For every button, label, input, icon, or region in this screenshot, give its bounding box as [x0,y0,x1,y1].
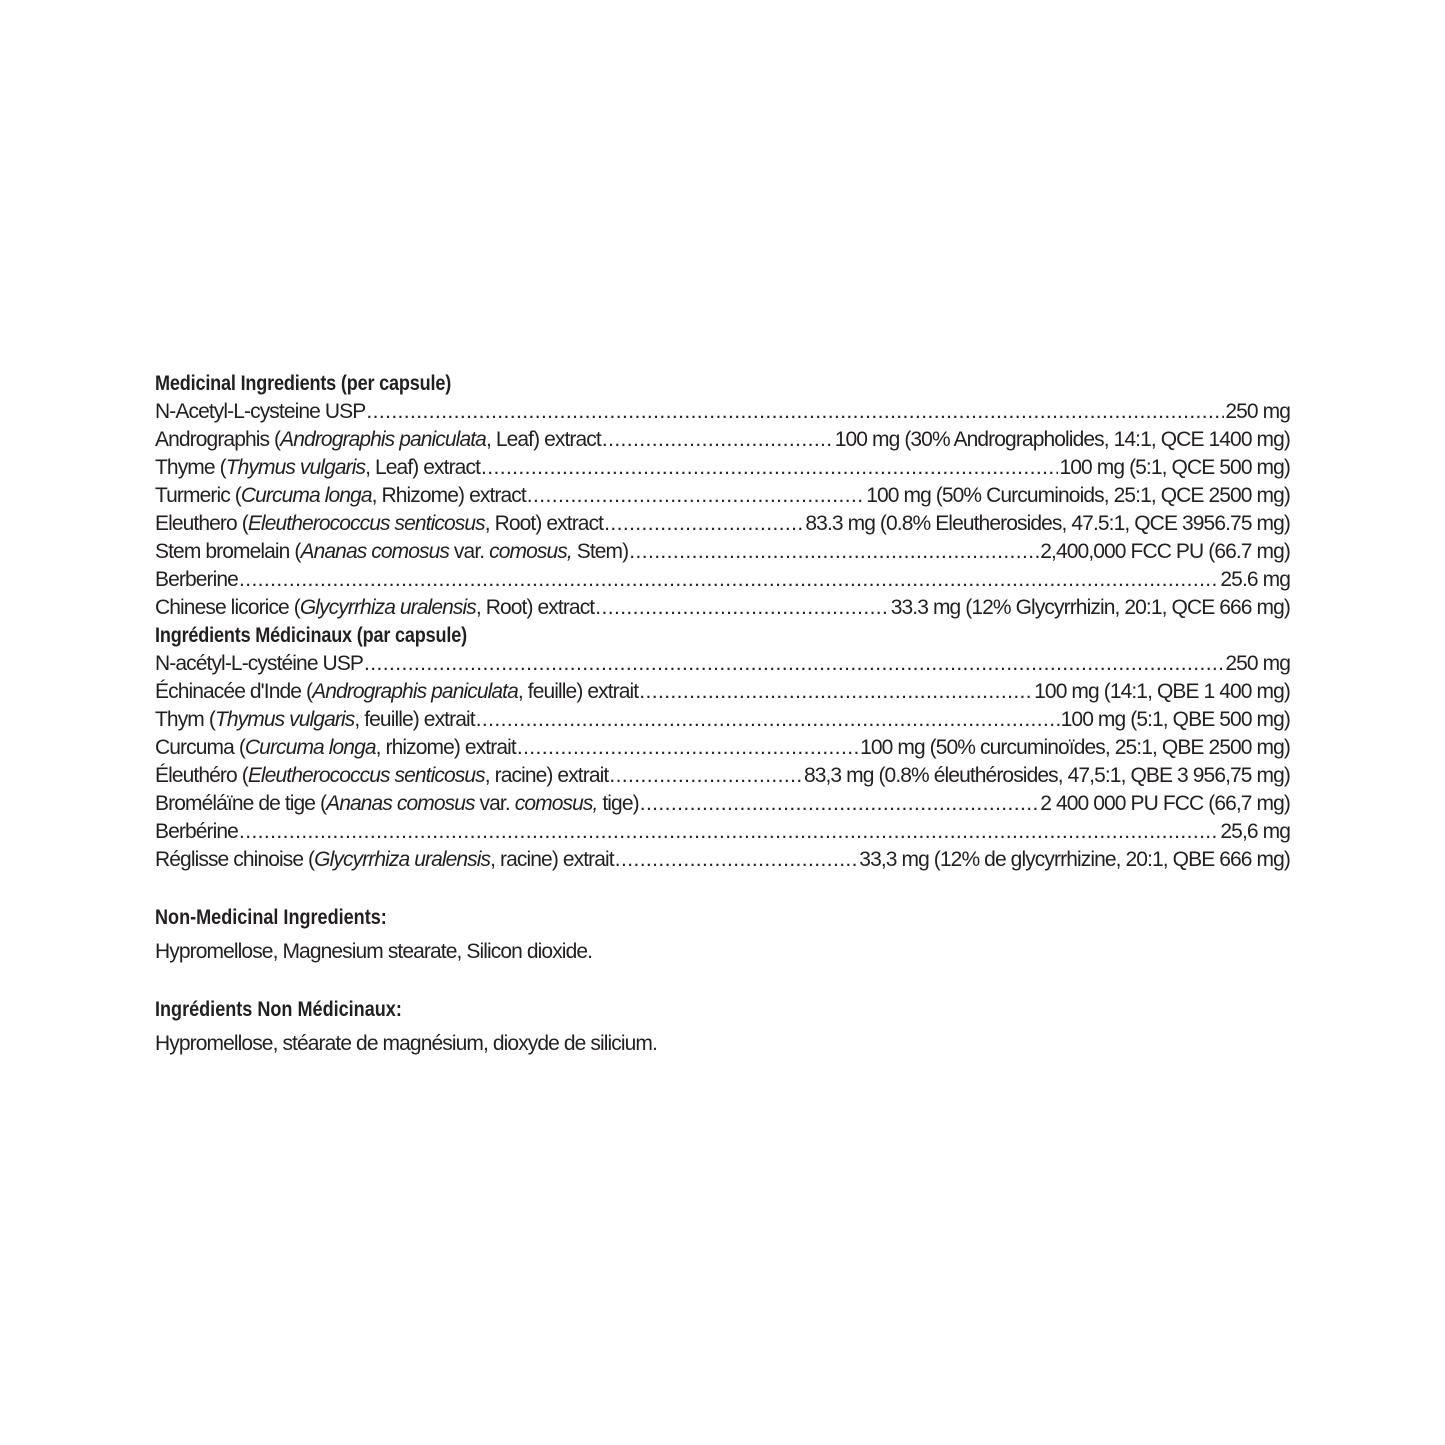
ingredient-amount: 33,3 mg (12% de glycyrrhizine, 20:1, QBE 666 mg) [859,848,1290,871]
ingredient-row [155,594,1290,622]
non-medicinal-text-en: Hypromellose, Magnesium stearate, Silicon dioxide. [155,940,593,963]
ingredient-amount: 100 mg (5:1, QBE 500 mg) [1060,708,1290,731]
ingredient-name: Thym (Thymus vulgaris, feuille) extrait [155,708,475,731]
dot-leader [629,538,1039,566]
ingredient-name: Turmeric (Curcuma longa, Rhizome) extract [155,484,526,507]
medicinal-ingredients-title-en: Medicinal Ingredients (per capsule) [155,372,452,395]
non-medicinal-title-fr: Ingrédients Non Médicinaux: [155,998,402,1021]
ingredient-row [155,454,1290,482]
ingredient-amount: 100 mg (5:1, QCE 500 mg) [1059,456,1290,479]
ingredient-name: Stem bromelain (Ananas comosus var. comosus, Stem) [155,540,629,563]
ingredient-amount: 100 mg (50% Curcuminoids, 25:1, QCE 2500 mg) [866,484,1290,507]
dot-leader [604,510,804,538]
ingredient-name: N-acétyl-L-cystéine USP [155,652,364,675]
ingredient-name: Andrographis (Andrographis paniculata, Leaf) extract [155,428,601,451]
ingredient-name: Broméláïne de tige (Ananas comosus var. comosus, tige) [155,792,639,815]
ingredient-row [155,510,1290,538]
ingredient-row [155,566,1290,594]
ingredient-amount: 2,400,000 FCC PU (66.7 mg) [1040,540,1290,563]
dot-leader [615,846,859,874]
ingredients-label [155,370,1290,1058]
ingredient-name: Berbérine [155,820,238,843]
ingredient-amount: 25.6 mg [1220,568,1290,591]
dot-leader [595,594,890,622]
ingredient-amount: 250 mg [1225,400,1290,423]
ingredient-row [155,678,1290,706]
dot-leader [639,678,1033,706]
medicinal-ingredients-title-fr: Ingrédients Médicinaux (par capsule) [155,624,467,647]
dot-leader [527,482,865,510]
ingredient-row [155,538,1290,566]
ingredient-row [155,818,1290,846]
ingredient-name: N-Acetyl-L-cysteine USP [155,400,366,423]
medicinal-ingredients-list-en [155,398,1290,622]
dot-leader [364,650,1224,678]
ingredient-name: Réglisse chinoise (Glycyrrhiza uralensis, racine) extrait [155,848,614,871]
dot-leader [366,398,1224,426]
ingredient-name: Eleuthero (Eleutherococcus senticosus, Root) extract [155,512,604,535]
ingredient-amount: 100 mg (50% curcuminoïdes, 25:1, QBE 2500 mg) [860,736,1290,759]
ingredient-amount: 33.3 mg (12% Glycyrrhizin, 20:1, QCE 666 mg) [890,596,1290,619]
ingredient-name: Éleuthéro (Eleutherococcus senticosus, racine) extrait [155,764,609,787]
ingredient-row [155,398,1290,426]
ingredient-row [155,762,1290,790]
non-medicinal-ingredients-fr [155,996,1290,1058]
ingredient-name: Chinese licorice (Glycyrrhiza uralensis, Root) extract [155,596,595,619]
ingredient-amount: 250 mg [1225,652,1290,675]
ingredient-row [155,846,1290,874]
ingredient-row [155,650,1290,678]
ingredient-amount: 100 mg (14:1, QBE 1 400 mg) [1034,680,1290,703]
ingredient-amount: 100 mg (30% Andrographolides, 14:1, QCE 1400 mg) [834,428,1290,451]
ingredient-row [155,706,1290,734]
ingredient-amount: 83.3 mg (0.8% Eleutherosides, 47.5:1, QCE 3956.75 mg) [805,512,1290,535]
dot-leader [602,426,834,454]
non-medicinal-ingredients-en [155,904,1290,966]
ingredient-row [155,734,1290,762]
dot-leader [609,762,803,790]
dot-leader [517,734,859,762]
ingredient-name: Curcuma (Curcuma longa, rhizome) extrait [155,736,516,759]
dot-leader [239,818,1219,846]
ingredient-amount: 2 400 000 PU FCC (66,7 mg) [1040,792,1290,815]
ingredient-row [155,482,1290,510]
dot-leader [239,566,1219,594]
ingredient-row [155,790,1290,818]
dot-leader [476,706,1060,734]
ingredient-name: Berberine [155,568,238,591]
ingredient-name: Thyme (Thymus vulgaris, Leaf) extract [155,456,480,479]
dot-leader [640,790,1040,818]
ingredient-row [155,426,1290,454]
non-medicinal-text-fr: Hypromellose, stéarate de magnésium, dioxyde de silicium. [155,1032,657,1055]
medicinal-ingredients-list-fr [155,650,1290,874]
ingredient-amount: 83,3 mg (0.8% éleuthérosides, 47,5:1, QBE 3 956,75 mg) [803,764,1290,787]
dot-leader [481,454,1058,482]
ingredient-name: Échinacée d'Inde (Andrographis paniculata, feuille) extrait [155,680,639,703]
non-medicinal-title-en: Non-Medicinal Ingredients: [155,906,387,929]
ingredient-amount: 25,6 mg [1220,820,1290,843]
